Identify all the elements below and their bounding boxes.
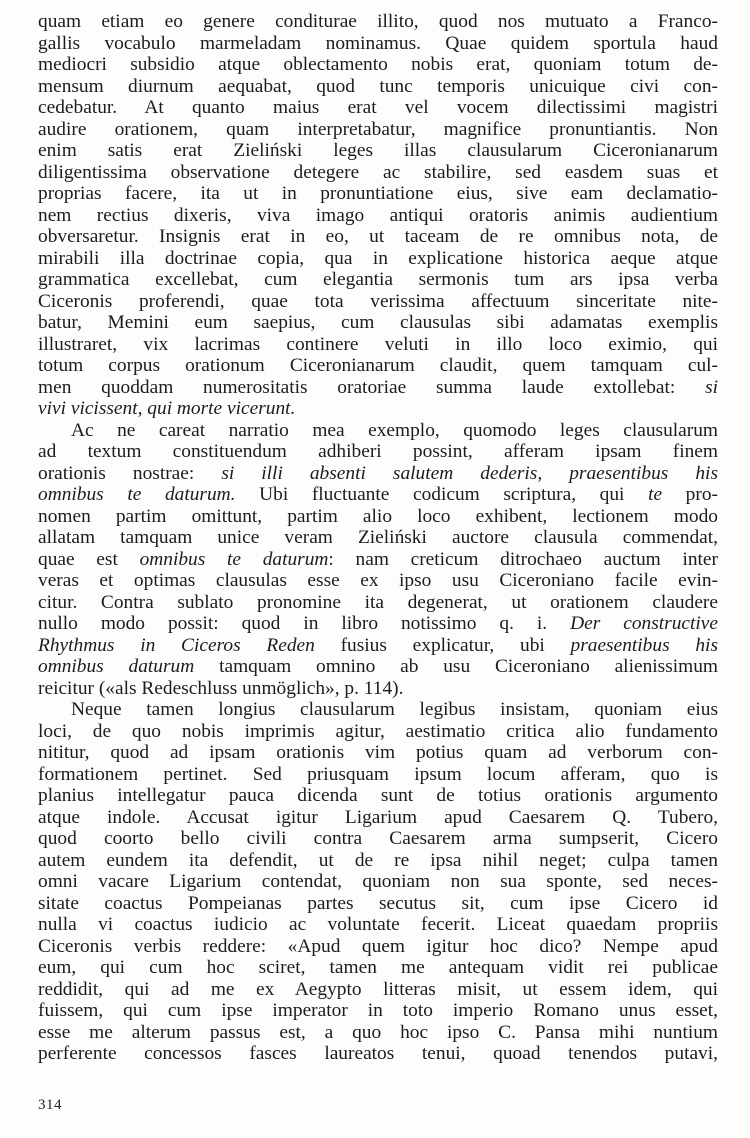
- italic-text: vivi vicissent, qui morte vicerunt.: [38, 398, 296, 419]
- text-line: [38, 527, 718, 549]
- text-segment: nititur, quod ad ipsam orationis vim potius quam ad verborum con-: [38, 742, 718, 763]
- text-line: [38, 11, 718, 33]
- text-segment: ad textum constituendum adhiberi possint, afferam ipsam finem: [38, 441, 718, 462]
- text-segment: mirabili illa doctrinae copia, qua in explicatione historica aeque atque: [38, 247, 718, 269]
- text-line: [38, 721, 718, 743]
- text-line: [38, 291, 718, 313]
- text-line: [38, 377, 718, 399]
- text-segment: nullo modo possit: quod in libro notissimo q. i.: [38, 613, 571, 634]
- text-segment: batur, Memini eum saepius, cum clausulas sibi adamatas exemplis: [38, 312, 718, 333]
- text-segment: omni vacare Ligarium contendat, quoniam non sua sponte, sed neces-: [38, 871, 718, 892]
- italic-text: Rhythmus in Ciceros Reden: [38, 634, 315, 656]
- text-line: [38, 269, 718, 291]
- text-segment: grammatica excellebat, cum elegantia sermonis tum ars ipsa verba: [38, 269, 718, 290]
- text-line: [38, 635, 718, 657]
- text-segment: diligentissima observatione detegere ac stabilire, sed easdem suas et: [38, 161, 718, 183]
- text-line: [38, 592, 718, 614]
- text-line: [38, 312, 718, 334]
- text-line: [38, 76, 718, 98]
- text-segment: loci, de quo nobis imprimis agitur, aestimatio critica alio fundamento: [38, 720, 718, 742]
- text-line: [38, 785, 718, 807]
- text-segment: mediocri subsidio atque oblectamento nobis erat, quoniam totum de-: [38, 54, 718, 75]
- text-line: [38, 506, 718, 528]
- italic-text: Der constructive: [570, 613, 718, 634]
- text-line: [38, 699, 718, 721]
- italic-text: omnibus daturum: [38, 656, 195, 677]
- italic-text: omnibus te daturum: [139, 548, 329, 570]
- text-segment: planius intellegatur pauca dicenda sunt de totius orationis argumento: [38, 785, 718, 806]
- italic-text: omnibus te daturum.: [38, 484, 236, 505]
- text-segment: autem eundem ita defendit, ut de re ipsa nihil neget; culpa tamen: [38, 849, 718, 871]
- text-line: [38, 549, 718, 571]
- text-segment: tamquam omnino ab usu Ciceroniano alienissimum: [194, 656, 718, 677]
- text-line: [38, 441, 718, 463]
- text-line: [38, 936, 718, 958]
- text-line: [38, 656, 718, 678]
- text-segment: mensum diurnum aequabat, quod tunc temporis unicuique civi con-: [38, 75, 718, 97]
- text-segment: fuissem, qui cum ipse imperator in toto imperio Romano unus esset,: [38, 1000, 718, 1021]
- text-segment: nem rectius dixeris, viva imago antiqui oratoris animis audientium: [38, 204, 718, 226]
- text-line: [38, 1000, 718, 1022]
- text-line: [38, 248, 718, 270]
- page-number: 314: [38, 1097, 62, 1113]
- text-line: [38, 398, 718, 420]
- text-line: [38, 764, 718, 786]
- text-line: [38, 355, 718, 377]
- text-segment: quod coorto bello civili contra Caesarem arma sumpserit, Cicero: [38, 828, 718, 849]
- text-line: [38, 119, 718, 141]
- text-line: [38, 334, 718, 356]
- text-line: [38, 205, 718, 227]
- text-segment: quam etiam eo genere conditurae illito, quod nos mutuato a Franco-: [38, 11, 718, 32]
- text-line: [38, 871, 718, 893]
- text-segment: atque indole. Accusat igitur Ligarium apud Caesarem Q. Tubero,: [38, 806, 718, 828]
- text-segment: nulla vi coactus iudicio ac voluntate fecerit. Liceat quaedam propriis: [38, 914, 718, 935]
- text-segment: allatam tamquam unice veram Zieliński auctore clausula commendat,: [38, 527, 718, 548]
- text-line: [38, 226, 718, 248]
- italic-text: te: [648, 484, 663, 505]
- text-segment: enim satis erat Zieliński leges illas clausularum Ciceronianarum: [38, 140, 718, 161]
- text-line: [38, 484, 718, 506]
- text-line: [38, 850, 718, 872]
- text-line: [38, 893, 718, 915]
- text-line: [38, 162, 718, 184]
- body-text: [38, 11, 718, 1065]
- text-line: [38, 570, 718, 592]
- text-segment: Ciceronis verbis reddere: «Apud quem igitur hoc dico? Nempe apud: [38, 935, 718, 957]
- text-segment: gallis vocabulo marmeladam nominamus. Quae quidem sportula haud: [38, 32, 718, 54]
- text-segment: orationis nostrae:: [38, 462, 222, 484]
- text-line: [38, 807, 718, 829]
- text-segment: citur. Contra sublato pronomine ita degenerat, ut orationem claudere: [38, 591, 718, 613]
- text-line: [38, 957, 718, 979]
- text-segment: quae est: [38, 548, 140, 570]
- text-line: [38, 828, 718, 850]
- text-line: [38, 613, 718, 635]
- text-line: [38, 54, 718, 76]
- text-segment: perferente concessos fasces laureatos tenui, quoad tenendos putavi,: [38, 1043, 718, 1064]
- text-line: [38, 33, 718, 55]
- text-segment: proprias facere, ita ut in pronuntiatione eius, sive eam declamatio-: [38, 183, 718, 204]
- text-segment: Ubi fluctuante codicum scriptura, qui: [235, 484, 649, 505]
- text-line: [38, 97, 718, 119]
- text-segment: men quoddam numerositatis oratoriae summa laude extollebat:: [38, 376, 706, 398]
- text-segment: reicitur («als Redeschluss unmöglich», p. 114).: [38, 677, 404, 699]
- text-line: [38, 678, 718, 700]
- text-segment: esse me alterum passus est, a quo hoc ipso C. Pansa mihi nuntium: [38, 1021, 718, 1043]
- text-line: [38, 742, 718, 764]
- text-segment: eum, qui cum hoc sciret, tamen me antequam vidit rei publicae: [38, 957, 718, 978]
- text-segment: totum corpus orationum Ciceronianarum claudit, quem tamquam cul-: [38, 355, 718, 376]
- text-segment: Ac ne careat narratio mea exemplo, quomodo leges clausularum: [71, 419, 718, 441]
- text-segment: obversaretur. Insignis erat in eo, ut taceam de re omnibus nota, de: [38, 226, 718, 247]
- text-line: [38, 914, 718, 936]
- text-segment: sitate coactus Pompeianas partes secutus sit, cum ipse Cicero id: [38, 892, 718, 914]
- text-segment: audire orationem, quam interpretabatur, magnifice pronuntiantis. Non: [38, 118, 718, 140]
- italic-text: praesentibus his: [570, 634, 718, 656]
- text-line: [38, 1022, 718, 1044]
- text-segment: Neque tamen longius clausularum legibus insistam, quoniam eius: [71, 699, 718, 720]
- text-line: [38, 979, 718, 1001]
- text-segment: pro-: [662, 484, 718, 505]
- text-segment: Ciceronis proferendi, quae tota verissima affectuum sinceritate nite-: [38, 290, 718, 312]
- text-segment: veras et optimas clausulas esse ex ipso usu Ciceroniano facile evin-: [38, 570, 718, 591]
- text-segment: cedebatur. At quanto maius erat vel vocem dilectissimi magistri: [38, 97, 718, 118]
- text-segment: fusius explicatur, ubi: [314, 634, 571, 656]
- text-segment: nomen partim omittunt, partim alio loco exhibent, lectionem modo: [38, 505, 718, 527]
- text-line: [38, 1043, 718, 1065]
- text-line: [38, 183, 718, 205]
- italic-text: si: [705, 376, 718, 398]
- text-segment: illustraret, vix lacrimas continere veluti in illo loco eximio, qui: [38, 333, 718, 355]
- text-line: [38, 463, 718, 485]
- text-line: [38, 140, 718, 162]
- text-segment: reddidit, qui ad me ex Aegypto litteras misit, ut essem idem, qui: [38, 978, 718, 1000]
- text-segment: formationem pertinet. Sed priusquam ipsum locum afferam, quo is: [38, 763, 718, 785]
- text-segment: : nam creticum ditrochaeo auctum inter: [328, 548, 718, 570]
- text-line: [38, 420, 718, 442]
- italic-text: si illi absenti salutem dederis, praesentibus his: [221, 462, 718, 484]
